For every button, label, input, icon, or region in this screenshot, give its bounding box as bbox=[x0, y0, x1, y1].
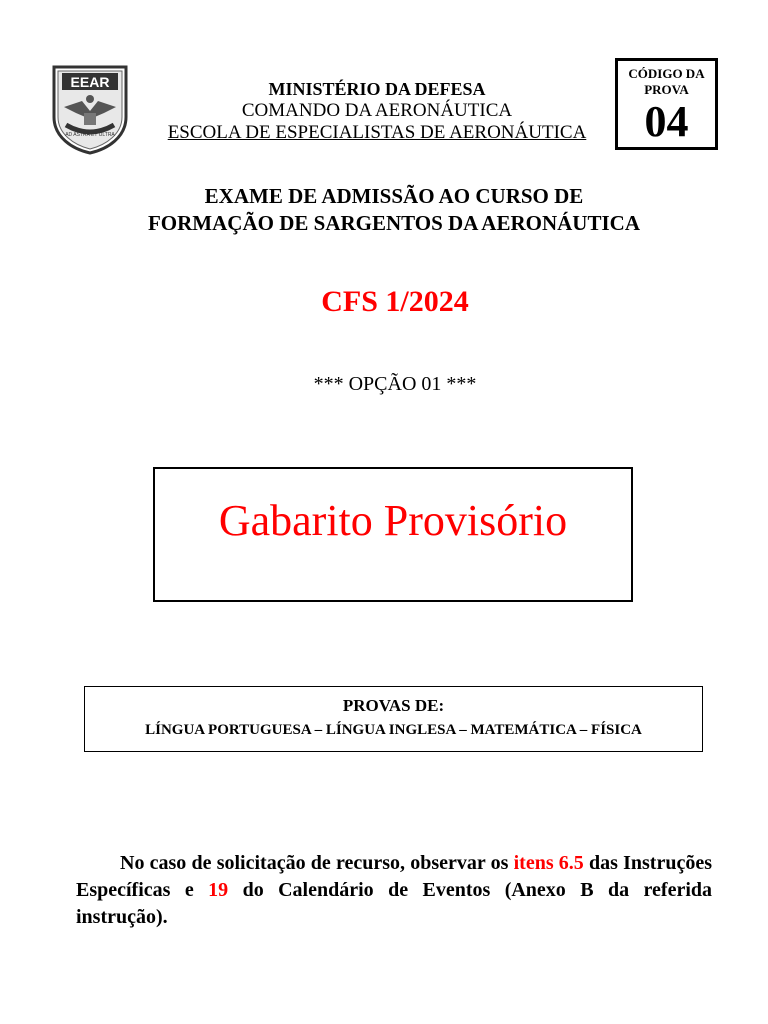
provas-box bbox=[84, 686, 703, 752]
exam-code-label-line1: CÓDIGO DA bbox=[628, 66, 705, 81]
notice-text-2: das Instruções Específicas e bbox=[76, 852, 713, 901]
provas-title: PROVAS DE: bbox=[342, 696, 445, 715]
header bbox=[140, 78, 614, 144]
exam-title bbox=[0, 183, 768, 237]
gabarito-title: Gabarito Provisório bbox=[218, 496, 568, 545]
cfs-label: CFS 1/2024 bbox=[321, 285, 469, 318]
option-label: *** OPÇÃO 01 *** bbox=[313, 373, 477, 395]
gabarito-box bbox=[153, 467, 633, 602]
eear-logo bbox=[50, 63, 130, 155]
logo-text: EEAR bbox=[70, 74, 110, 90]
notice-text-1: No caso de solicitação de recurso, observar os bbox=[120, 852, 514, 874]
notice-text-3: do Calendário de Eventos (Anexo B da referida instrução). bbox=[76, 879, 713, 928]
provas-list: LÍNGUA PORTUGUESA – LÍNGUA INGLESA – MATEMÁTICA – FÍSICA bbox=[145, 722, 642, 738]
ministry-title: MINISTÉRIO DA DEFESA bbox=[268, 79, 486, 99]
exam-code-box bbox=[615, 58, 718, 150]
exam-title-line2: FORMAÇÃO DE SARGENTOS DA AERONÁUTICA bbox=[147, 211, 640, 235]
notice-items-ref: itens 6.5 bbox=[513, 852, 584, 874]
school-title: ESCOLA DE ESPECIALISTAS DE AERONÁUTICA bbox=[167, 122, 587, 143]
exam-code-label bbox=[618, 66, 715, 98]
eear-crest-icon bbox=[50, 63, 130, 155]
exam-code-label-line2: PROVA bbox=[644, 82, 689, 97]
exam-title-line1: EXAME DE ADMISSÃO AO CURSO DE bbox=[204, 184, 584, 208]
notice-event-ref: 19 bbox=[208, 879, 229, 901]
command-title: COMANDO DA AERONÁUTICA bbox=[241, 100, 513, 121]
logo-motto: AD ASTRA ET ULTRA bbox=[65, 132, 115, 138]
appeal-notice bbox=[76, 850, 712, 931]
exam-code-number: 04 bbox=[644, 97, 689, 146]
